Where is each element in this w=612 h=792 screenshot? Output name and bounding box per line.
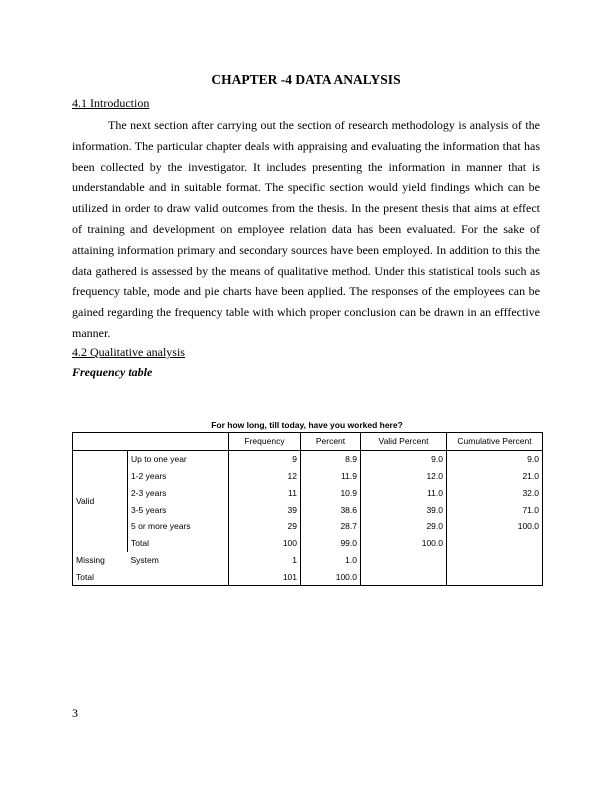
cell-percent: 1.0 — [301, 552, 361, 569]
row-label: 1-2 years — [131, 470, 167, 481]
introduction-paragraph: The next section after carrying out the section of research methodology is analysis of the information. The particular chapter deals with appraising and evaluating the information that has been collected by the investigator. It includes presenting the information in manner that is understandable and in suitable format. The specific section would yield findings which can be utilized in order to draw valid outcomes from the thesis. In the present thesis that aims at effect of training and development on employee relation data has been evaluated. For the sake of attaining information primary and secondary sources have been employed. In addition to this the data gathered is assessed by the means of qualitative method. Under this statistical tools such as frequency table, mode and pie charts have been applied. The responses of the employees can be gained regarding the frequency table with which proper conclusion can be drawn in an efffective manner. — [72, 118, 540, 340]
chapter-title: CHAPTER -4 DATA ANALYSIS — [211, 72, 401, 87]
cell-percent: 38.6 — [301, 501, 361, 518]
section-heading-introduction: 4.1 Introduction — [72, 96, 150, 110]
header-valid-percent: Valid Percent — [361, 433, 447, 451]
cell-empty — [361, 552, 447, 569]
table-row — [73, 468, 543, 485]
table-title: For how long, till today, have you worked here? — [211, 420, 403, 430]
row-label: 5 or more years — [131, 521, 191, 532]
cell-cumulative-percent: 71.0 — [447, 501, 543, 518]
cell-empty — [447, 568, 543, 585]
cell-valid-percent: 9.0 — [361, 450, 447, 467]
cell-percent: 8.9 — [301, 450, 361, 467]
cell-percent: 100.0 — [301, 568, 361, 585]
cell-cumulative-percent: 9.0 — [447, 450, 543, 467]
table-header-row — [73, 433, 543, 451]
cell-frequency: 9 — [229, 450, 301, 467]
cell-empty — [447, 552, 543, 569]
header-corner — [73, 433, 229, 451]
table-row — [73, 518, 543, 535]
cell-cumulative-percent — [447, 535, 543, 552]
frequency-table — [72, 432, 543, 586]
table-row — [73, 484, 543, 501]
section-heading-qualitative-analysis: 4.2 Qualitative analysis — [72, 345, 185, 359]
frequency-table-subheading: Frequency table — [72, 365, 153, 379]
table-row — [73, 501, 543, 518]
table-row — [73, 450, 543, 467]
table-row — [73, 535, 543, 552]
cell-percent: 28.7 — [301, 518, 361, 535]
table-row-missing — [73, 552, 543, 569]
valid-group-label: Valid — [73, 450, 128, 551]
cell-frequency: 100 — [229, 535, 301, 552]
cell-valid-percent: 12.0 — [361, 468, 447, 485]
cell-percent: 11.9 — [301, 468, 361, 485]
cell-valid-percent: 100.0 — [361, 535, 447, 552]
cell-frequency: 29 — [229, 518, 301, 535]
cell-empty — [361, 568, 447, 585]
cell-cumulative-percent: 21.0 — [447, 468, 543, 485]
row-label: 2-3 years — [131, 487, 167, 498]
cell-cumulative-percent: 32.0 — [447, 484, 543, 501]
row-label: Total — [131, 538, 149, 549]
header-cumulative-percent: Cumulative Percent — [447, 433, 543, 451]
cell-cumulative-percent: 100.0 — [447, 518, 543, 535]
header-percent: Percent — [301, 433, 361, 451]
cell-percent: 10.9 — [301, 484, 361, 501]
table-row-total — [73, 568, 543, 585]
cell-frequency: 11 — [229, 484, 301, 501]
header-frequency: Frequency — [229, 433, 301, 451]
cell-frequency: 101 — [229, 568, 301, 585]
cell-percent: 99.0 — [301, 535, 361, 552]
missing-sublabel: System — [130, 554, 159, 565]
cell-frequency: 39 — [229, 501, 301, 518]
cell-valid-percent: 29.0 — [361, 518, 447, 535]
cell-valid-percent: 11.0 — [361, 484, 447, 501]
total-label: Total — [73, 568, 229, 585]
page-number: 3 — [72, 706, 78, 720]
row-label: 3-5 years — [131, 504, 167, 515]
row-label: Up to one year — [128, 450, 229, 467]
cell-frequency: 1 — [229, 552, 301, 569]
cell-valid-percent: 39.0 — [361, 501, 447, 518]
cell-frequency: 12 — [229, 468, 301, 485]
missing-label: Missing — [73, 552, 128, 569]
